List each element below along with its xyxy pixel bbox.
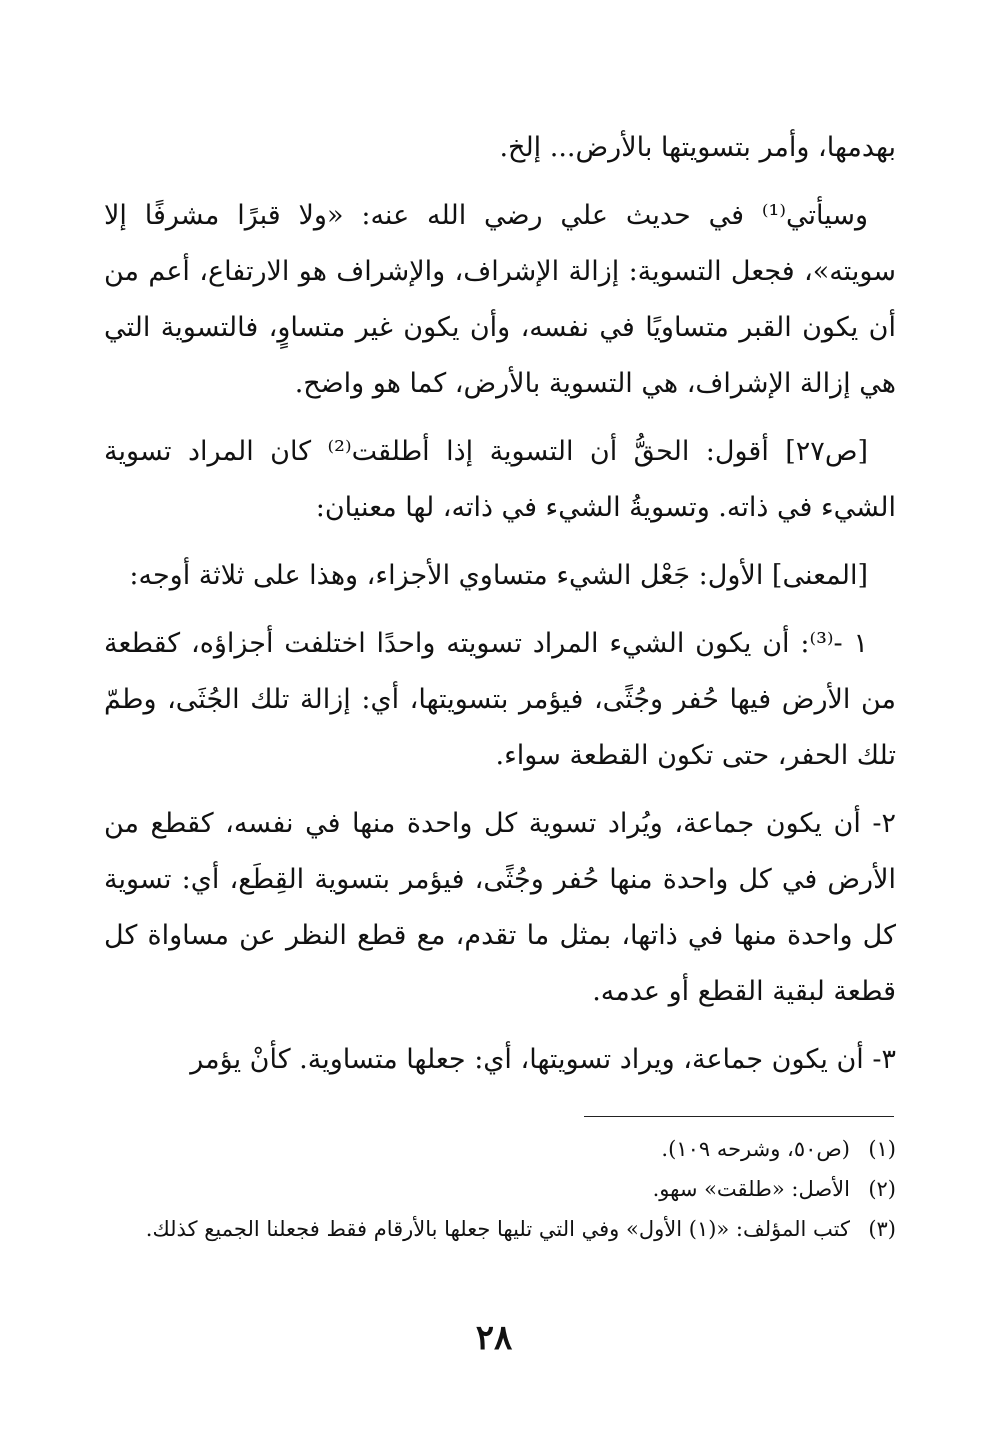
footnote-text: الأصل: «طلقت» سهو.: [652, 1177, 850, 1201]
footnote-1: [104, 1130, 896, 1168]
paragraph-4: [المعنى] الأول: جَعْل الشيء متساوي الأجزاء، وهذا على ثلاثة أوجه:: [129, 560, 868, 591]
footnote-text: (ص٥٠، وشرحه ١٠٩).: [661, 1137, 850, 1161]
footnote-text: كتب المؤلف: «(١) الأول» وفي التي تليها جعلها بالأرقام فقط فجعلنا الجميع كذلك.: [145, 1217, 850, 1241]
paragraph-6: ٢- أن يكون جماعة، ويُراد تسوية كل واحدة منها في نفسه، كقطع من الأرض في كل واحدة منها حُفر وجُثًى، فيؤمر بتسوية القِطَع، أي: تسوية كل واحدة منها في ذاتها، بمثل ما تقدم، مع قطع النظر عن مساواة كل قطعة لبقية القطع أو عدمه.: [104, 808, 896, 1007]
footnote-3: [104, 1210, 896, 1248]
paragraph-1: بهدمها، وأمر بتسويتها بالأرض... إلخ.: [499, 132, 896, 163]
footnote-number: (١): [868, 1137, 896, 1161]
footnote-number: (٢): [868, 1177, 896, 1201]
paragraph-2: وسيأتي⁽¹⁾ في حديث علي رضي الله عنه: «ولا قبرًا مشرفًا إلا سويته»، فجعل التسوية: إزالة الإشراف، والإشراف هو الارتفاع، أعم من أن يكون القبر متساويًا في نفسه، وأن يكون غير متساوٍ، فالتسوية التي هي إزالة الإشراف، هي التسوية بالأرض، كما هو واضح.: [104, 200, 896, 399]
main-text: [104, 120, 896, 1100]
paragraph-7: ٣- أن يكون جماعة، ويراد تسويتها، أي: جعلها متساوية. كأنْ يؤمر: [190, 1044, 896, 1075]
footnote-divider: [584, 1116, 894, 1117]
footnote-2: [104, 1170, 896, 1208]
paragraph-5: ١ -⁽³⁾: أن يكون الشيء المراد تسويته واحدًا اختلفت أجزاؤه، كقطعة من الأرض فيها حُفر وجُثًى، فيؤمر بتسويتها، أي: إزالة تلك الجُثَى، وطمّ تلك الحفر، حتى تكون القطعة سواء.: [104, 628, 896, 771]
footnotes: [104, 1130, 896, 1250]
page-number: ٢٨: [475, 1318, 513, 1358]
footnote-number: (٣): [868, 1217, 896, 1241]
paragraph-3: [ص٢٧] أقول: الحقُّ أن التسوية إذا أطلقت⁽²⁾ كان المراد تسوية الشيء في ذاته. وتسويةُ الشيء في ذاته، لها معنيان:: [104, 436, 896, 523]
